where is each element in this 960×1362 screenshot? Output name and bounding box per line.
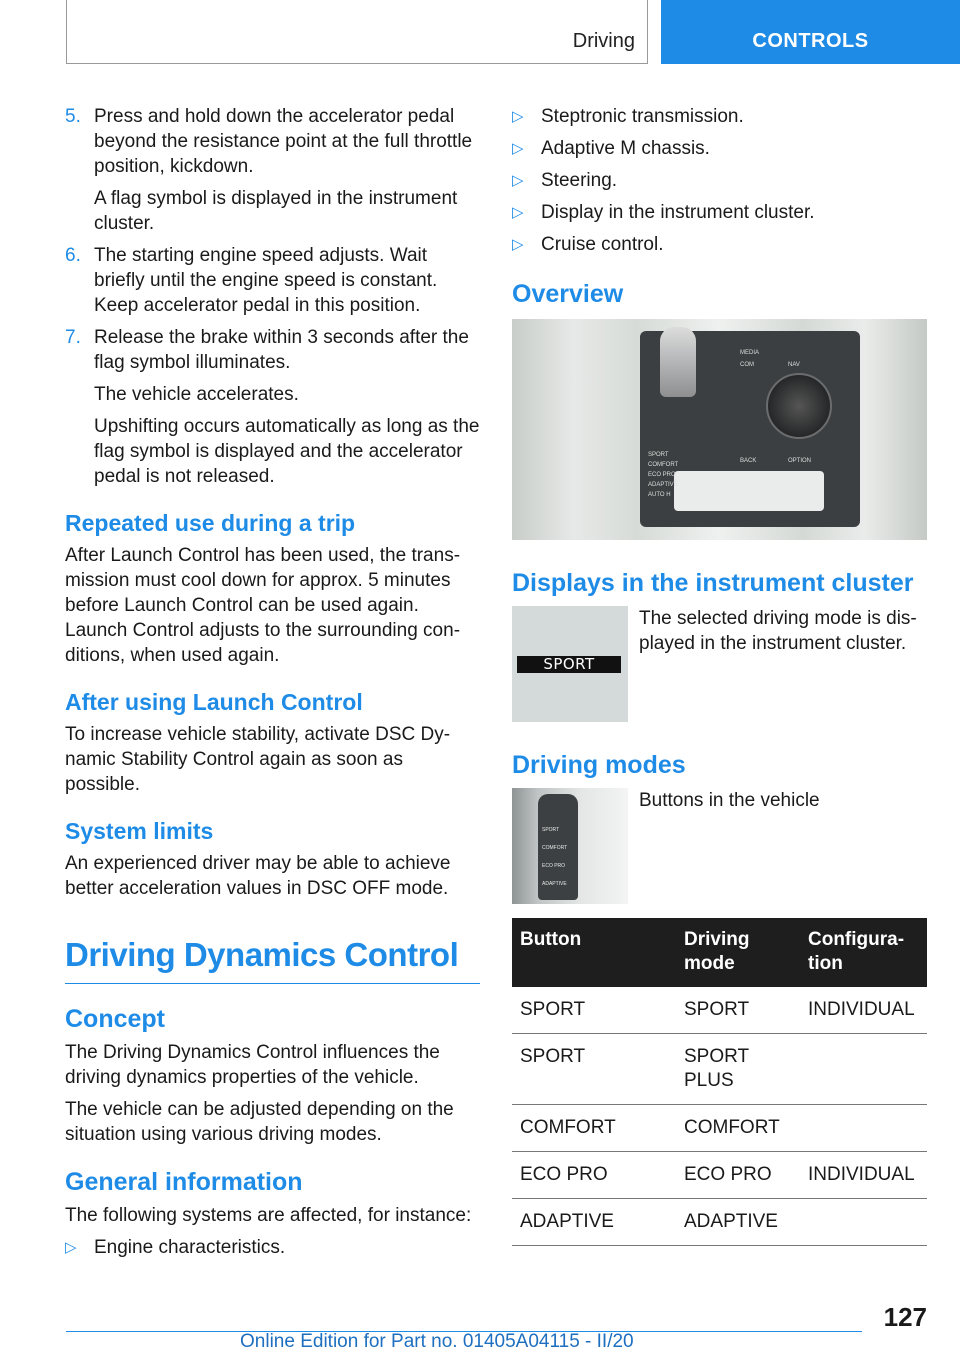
step-text: Release the brake within 3 seconds after the flag symbol illuminates. xyxy=(94,327,469,373)
step-number: 5. xyxy=(65,106,81,127)
mode-button-label: ECO PRO xyxy=(542,863,566,869)
control-console xyxy=(640,331,860,527)
center-console-photo xyxy=(512,319,927,540)
table-cell: COMFORT xyxy=(676,1105,800,1152)
console-label: NAV xyxy=(788,362,800,368)
list-item xyxy=(512,200,927,225)
paragraph-concept-2: The vehicle can be adjusted depending on the situation using various driving modes. xyxy=(65,1099,454,1145)
step-number: 6. xyxy=(65,245,81,266)
table-row xyxy=(512,1199,927,1246)
paragraph-driving-modes: Buttons in the vehicle xyxy=(639,790,820,811)
console-label: MEDIA xyxy=(740,350,760,356)
right-column xyxy=(512,104,927,1246)
list-item xyxy=(65,1235,480,1260)
page-number: 127 xyxy=(883,1302,927,1332)
table-cell: ADAPTIVE xyxy=(676,1199,800,1246)
footer-edition-text: Online Edition for Part no. 01405A04115 - II/20 xyxy=(240,1331,634,1352)
heading-system-limits: System limits xyxy=(65,818,214,844)
heading-concept: Concept xyxy=(65,1005,165,1033)
list-item xyxy=(512,104,927,129)
table-row xyxy=(512,1034,927,1105)
displays-row xyxy=(512,606,927,722)
table-cell: SPORT PLUS xyxy=(676,1034,800,1105)
instrument-cluster-image xyxy=(512,606,628,722)
paragraph-repeated-use: After Launch Control has been used, the transmission must cool down for approx. 5 minutes before Launch Control can be used again. Launch Control adjusts to the surrounding conditions, when used again. xyxy=(65,545,461,666)
gear-selector-knob xyxy=(660,327,696,397)
triangle-bullet-icon: ▷ xyxy=(512,140,524,157)
step-text: The vehicle accelerates. xyxy=(94,384,299,405)
table-cell: SPORT xyxy=(512,1034,676,1105)
paragraph-system-limits: An experienced driver may be able to achieve better acceleration values in DSC OFF mode. xyxy=(65,853,451,899)
console-label: SPORT xyxy=(648,452,669,458)
list-item xyxy=(512,168,927,193)
console-label: COM xyxy=(740,362,754,368)
step-5 xyxy=(65,104,480,236)
step-text: The starting engine speed adjusts. Wait briefly until the engine speed is constant. Keep accelerator pedal in this position. xyxy=(94,245,438,316)
table-cell: SPORT xyxy=(512,987,676,1034)
paragraph-general-information: The following systems are affected, for instance: xyxy=(65,1205,472,1226)
step-6 xyxy=(65,243,480,318)
heading-driving-modes: Driving modes xyxy=(512,751,686,779)
list-item-text: Cruise control. xyxy=(541,234,664,255)
table-cell xyxy=(800,1034,927,1105)
list-item-text: Steptronic transmission. xyxy=(541,106,744,127)
mode-button-label: COMFORT xyxy=(542,845,568,851)
list-item-text: Adaptive M chassis. xyxy=(541,138,710,159)
heading-general-information: General information xyxy=(65,1168,303,1196)
step-text: Press and hold down the accelerator pedal beyond the resistance point at the full throttle position, kickdown. xyxy=(94,106,473,177)
triangle-bullet-icon: ▷ xyxy=(512,172,524,189)
driving-modes-table xyxy=(512,918,927,1246)
mode-button-label: SPORT xyxy=(542,827,560,833)
table-cell: ADAPTIVE xyxy=(512,1199,676,1246)
list-item-text: Display in the instrument cluster. xyxy=(541,202,815,223)
left-column xyxy=(65,104,480,1267)
triangle-bullet-icon: ▷ xyxy=(512,236,524,253)
heading-repeated-use: Repeated use during a trip xyxy=(65,510,356,536)
step-number: 7. xyxy=(65,327,81,348)
console-label: ECO PRO xyxy=(648,472,676,478)
heading-overview: Overview xyxy=(512,280,624,308)
table-cell: COMFORT xyxy=(512,1105,676,1152)
table-header: Button xyxy=(512,918,676,987)
table-row xyxy=(512,1152,927,1199)
paragraph-concept-1: The Driving Dynamics Control influences the driving dynamics properties of the vehicle. xyxy=(65,1042,440,1088)
table-row xyxy=(512,987,927,1034)
list-item xyxy=(512,136,927,161)
paragraph-displays: The selected driving mode is displayed in the instrument cluster. xyxy=(639,608,917,654)
heading-displays-instrument-cluster: Displays in the instrument cluster xyxy=(512,569,914,597)
console-label: COMFORT xyxy=(648,462,679,468)
mode-button-label: ADAPTIVE xyxy=(542,881,567,887)
step-text: A flag symbol is displayed in the instrument cluster. xyxy=(94,188,458,234)
sport-mode-badge: SPORT xyxy=(517,656,621,673)
list-item-text: Engine characteristics. xyxy=(94,1237,286,1258)
chapter-tab: CONTROLS xyxy=(661,0,960,64)
armrest-pad xyxy=(674,471,824,511)
table-header-row xyxy=(512,918,927,987)
footer-edition xyxy=(240,1331,634,1353)
triangle-bullet-icon: ▷ xyxy=(512,204,524,221)
paragraph-after-launch: To increase vehicle stability, activate DSC Dynamic Stability Control again as soon as possible. xyxy=(65,724,451,795)
list-item-text: Steering. xyxy=(541,170,618,191)
console-label: AUTO H xyxy=(648,492,671,498)
table-cell xyxy=(800,1105,927,1152)
mode-buttons-image xyxy=(512,788,628,904)
console-label: OPTION xyxy=(788,458,812,464)
table-row xyxy=(512,1105,927,1152)
triangle-bullet-icon: ▷ xyxy=(512,108,524,125)
heading-driving-dynamics-control: Driving Dynamics Control xyxy=(65,935,480,984)
table-cell: INDIVIDUAL xyxy=(800,987,927,1034)
list-item xyxy=(512,232,927,257)
driving-modes-row xyxy=(512,788,927,904)
section-title: Driving xyxy=(572,30,635,52)
step-7 xyxy=(65,325,480,489)
console-label: BACK xyxy=(740,458,757,464)
heading-after-launch: After using Launch Control xyxy=(65,689,363,715)
table-cell: INDIVIDUAL xyxy=(800,1152,927,1199)
header-tab xyxy=(66,0,648,64)
table-header: Configuration xyxy=(800,918,927,987)
table-cell: ECO PRO xyxy=(676,1152,800,1199)
table-cell xyxy=(800,1199,927,1246)
console-label: ADAPTIVE xyxy=(648,482,678,488)
idrive-controller xyxy=(766,373,832,439)
triangle-bullet-icon: ▷ xyxy=(65,1239,77,1256)
step-text: Upshifting occurs automatically as long as the flag symbol is displayed and the accelerator pedal is not released. xyxy=(94,416,480,487)
table-header: Driving mode xyxy=(676,918,800,987)
table-cell: ECO PRO xyxy=(512,1152,676,1199)
table-cell: SPORT xyxy=(676,987,800,1034)
